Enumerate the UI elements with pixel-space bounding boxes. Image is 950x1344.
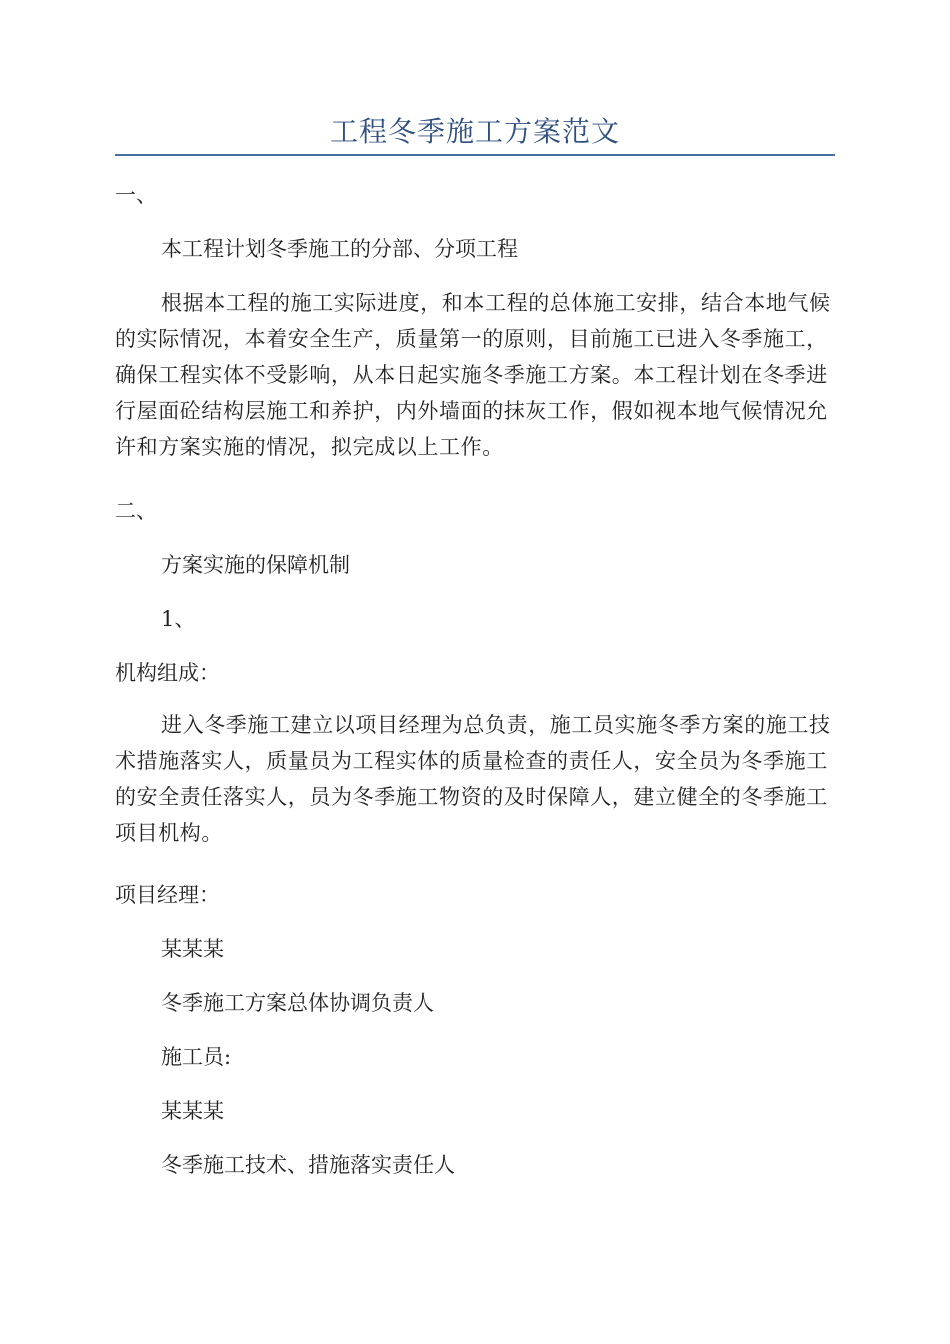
project-manager-name: 某某某	[161, 937, 224, 961]
section-2-heading: 二、	[115, 499, 157, 523]
builder-label: 施工员:	[161, 1045, 232, 1069]
title-underline	[115, 154, 835, 156]
project-manager-role: 冬季施工方案总体协调负责人	[161, 991, 434, 1015]
section-1-heading: 一、	[115, 183, 157, 207]
item-1-number: 1、	[161, 607, 196, 631]
section-1-paragraph: 根据本工程的施工实际进度，和本工程的总体施工安排，结合本地气候的实际情况，本着安全生产，质量第一的原则，目前施工已进入冬季施工，确保工程实体不受影响，从本日起实施冬季施工方案。本工程计划在冬季进行屋面砼结构层施工和养护，内外墙面的抹灰工作，假如视本地气候情况允许和方案实施的情况，拟完成以上工作。	[115, 291, 831, 459]
item-1-heading: 机构组成：	[115, 661, 220, 685]
project-manager-label: 项目经理：	[115, 883, 220, 907]
section-2-subtitle: 方案实施的保障机制	[161, 553, 350, 577]
document-title: 工程冬季施工方案范文	[329, 115, 620, 148]
item-1-paragraph: 进入冬季施工建立以项目经理为总负责，施工员实施冬季方案的施工技术措施落实人，质量员为工程实体的质量检查的责任人，安全员为冬季施工的安全责任落实人，员为冬季施工物资的及时保障人，建立健全的冬季施工项目机构。	[115, 713, 831, 845]
section-1-subtitle: 本工程计划冬季施工的分部、分项工程	[161, 237, 518, 261]
builder-role: 冬季施工技术、措施落实责任人	[161, 1153, 455, 1177]
builder-name: 某某某	[161, 1099, 224, 1123]
